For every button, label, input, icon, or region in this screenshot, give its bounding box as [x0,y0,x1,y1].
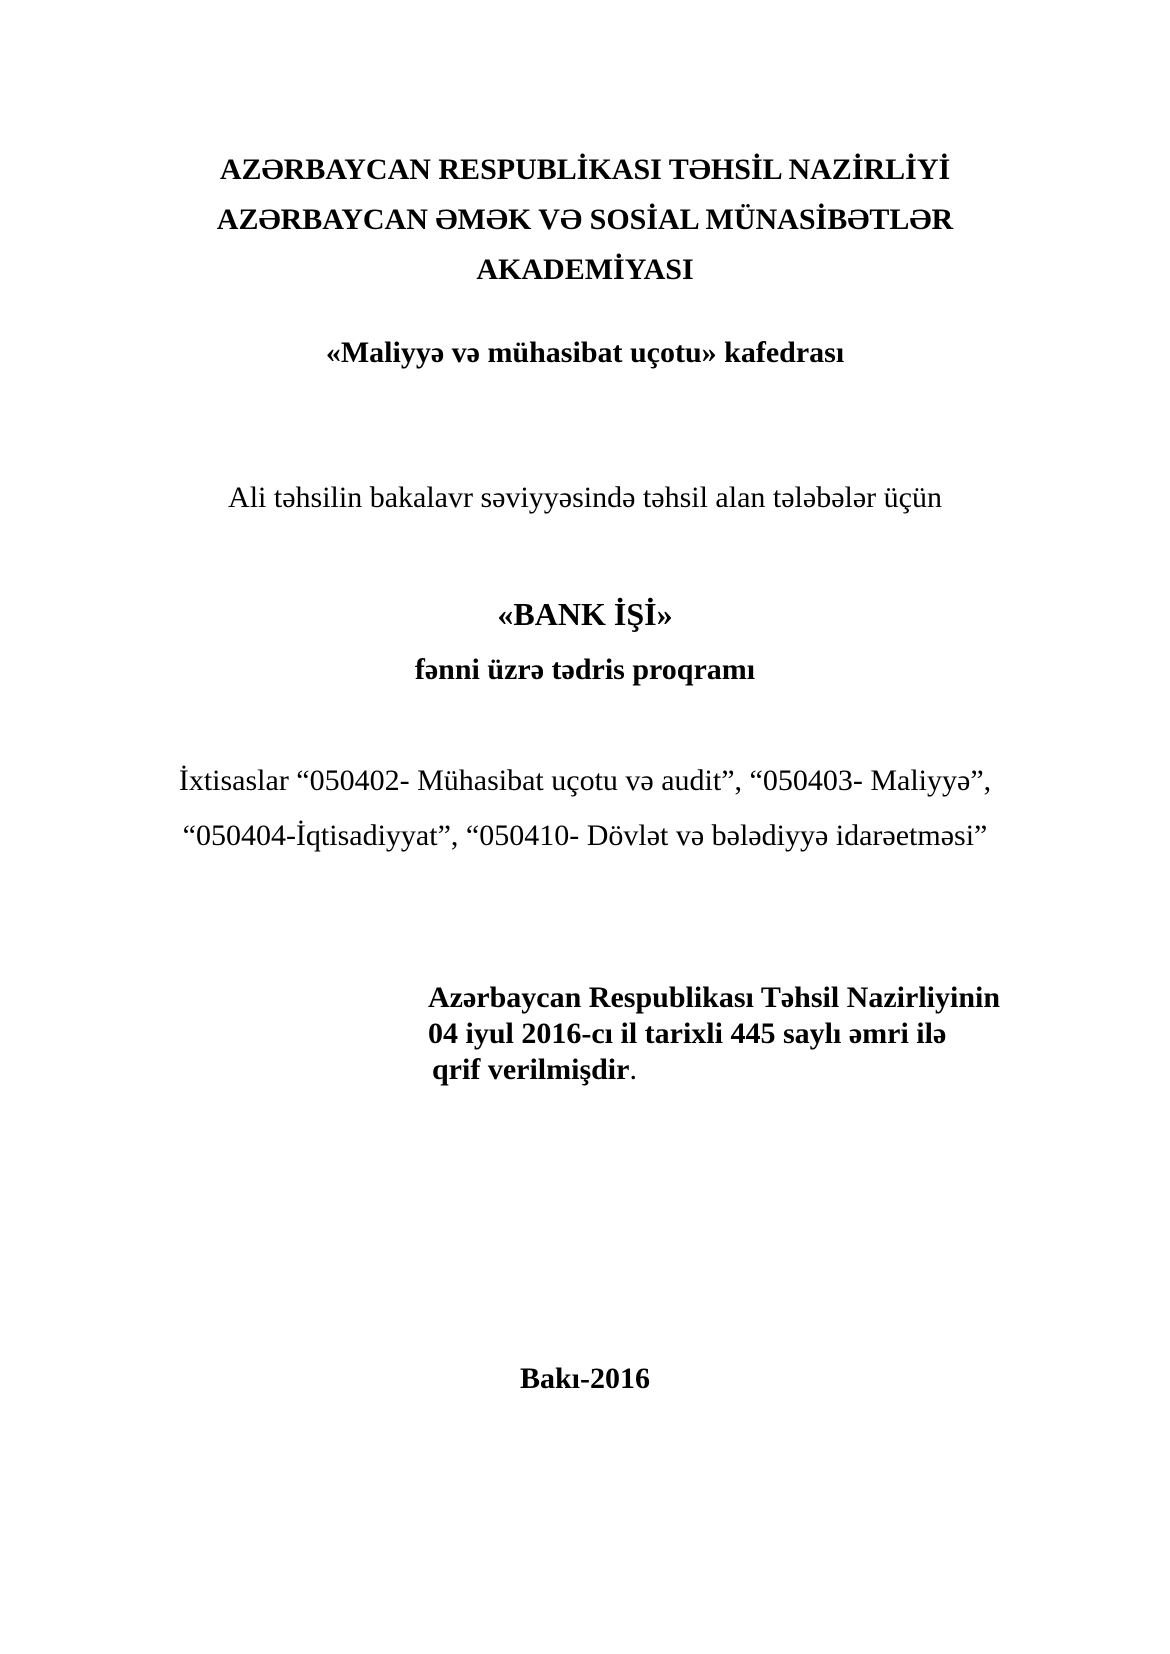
approval-line3-text: qrif verilmişdir [432,1053,630,1086]
course-title: «BANK İŞİ» [497,596,673,632]
approval-line3 [432,1055,637,1085]
approval-line3-period: . [629,1053,637,1086]
approval-line2: 04 iyul 2016-cı il tarixli 445 saylı əmri ilə [428,1017,947,1050]
academy-heading-line1: AZƏRBAYCAN ƏMƏK VƏ SOSİAL MÜNASİBƏTLƏR [216,203,954,236]
specialties-line2: “050404-İqtisadiyyat”, “050410- Dövlət və bələdiyyə idarəetməsi” [182,819,988,852]
department-name: «Maliyyə və mühasibat uçotu» kafedrası [325,336,845,369]
academy-heading-line2: AKADEMİYASI [476,253,694,286]
intro-text: Ali təhsilin bakalavr səviyyəsində təhsil alan tələbələr üçün [228,481,942,514]
ministry-heading: AZƏRBAYCAN RESPUBLİKASI TƏHSİL NAZİRLİYİ [219,153,951,186]
approval-line1: Azərbaycan Respublikası Təhsil Nazirliyinin [428,981,1001,1014]
city-year: Bakı-2016 [519,1362,651,1395]
specialties-line1: İxtisaslar “050402- Mühasibat uçotu və audit”, “050403- Maliyyə”, [178,764,992,797]
course-subtitle: fənni üzrə tədris proqramı [414,653,756,686]
